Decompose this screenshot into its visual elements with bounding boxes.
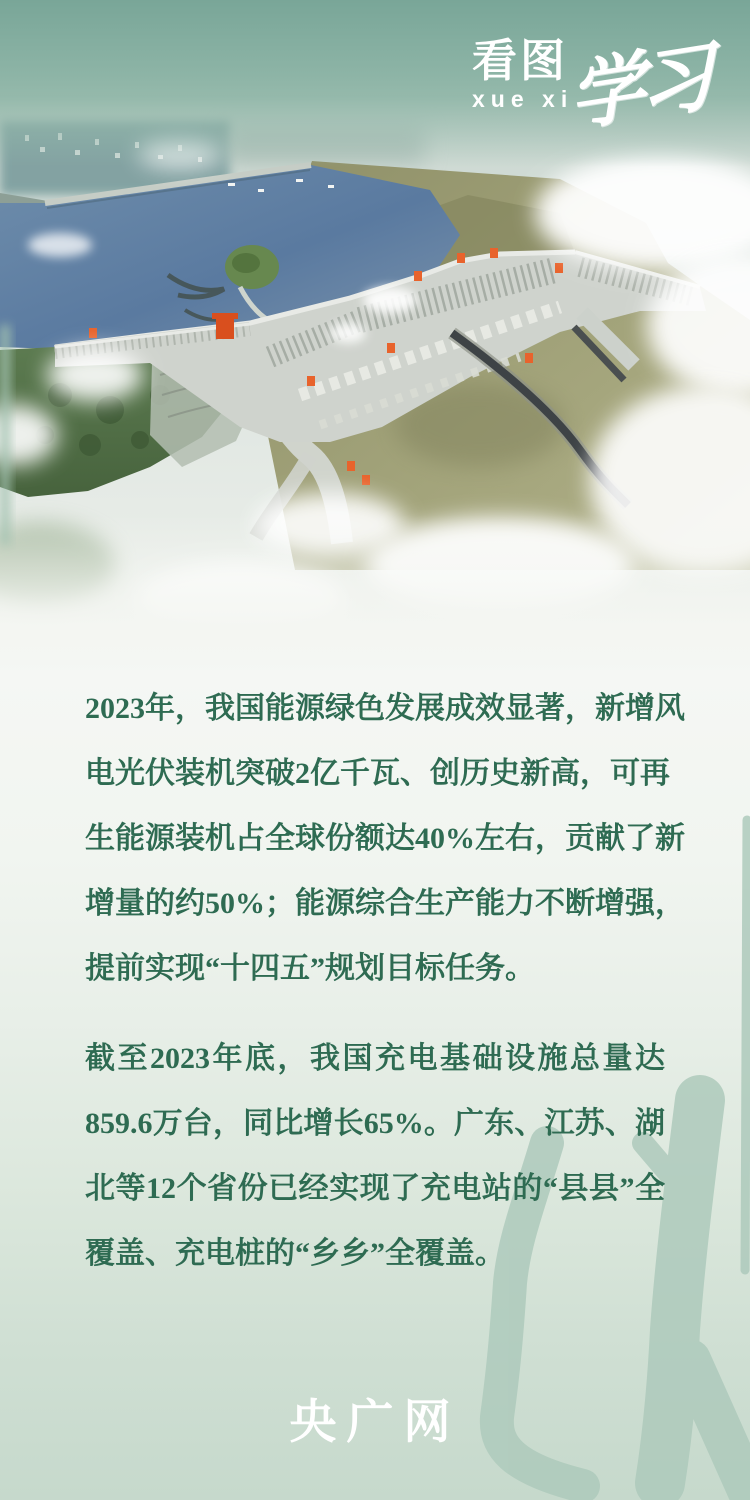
header-logo [472,35,732,148]
text-line: 2023年，我国能源绿色发展成效显著，新增风 [85,692,685,725]
photo-bottom-fade [0,515,750,660]
text-line: 截至2023年底，我国充电基础设施总量达 [85,1042,665,1075]
left-edge-strip [0,325,10,545]
dam-aerial-photo [0,95,750,660]
footer-logo-cnr: 央广网 [289,1395,461,1448]
text-line: 859.6万台，同比增长65%。广东、江苏、湖 [85,1107,665,1140]
logo-kantu-text: 看图 [472,35,569,86]
article-paragraph-1 [85,676,685,1001]
text-line: 电光伏装机突破2亿千瓦、创历史新高，可再 [85,757,670,790]
text-line: 覆盖、充电桩的“乡乡”全覆盖。 [85,1237,505,1270]
article-paragraph-2 [85,1026,665,1286]
logo-pinyin-text: xue xi [472,86,574,112]
text-line: 北等12个省份已经实现了充电站的“县县”全 [85,1172,665,1205]
logo-xuexi-calligraphy: 学习 [565,35,712,141]
text-line: 提前实现“十四五”规划目标任务。 [85,952,535,985]
text-line: 生能源装机占全球份额达40%左右，贡献了新 [85,822,685,855]
text-line: 增量的约50%；能源综合生产能力不断增强， [85,887,685,920]
